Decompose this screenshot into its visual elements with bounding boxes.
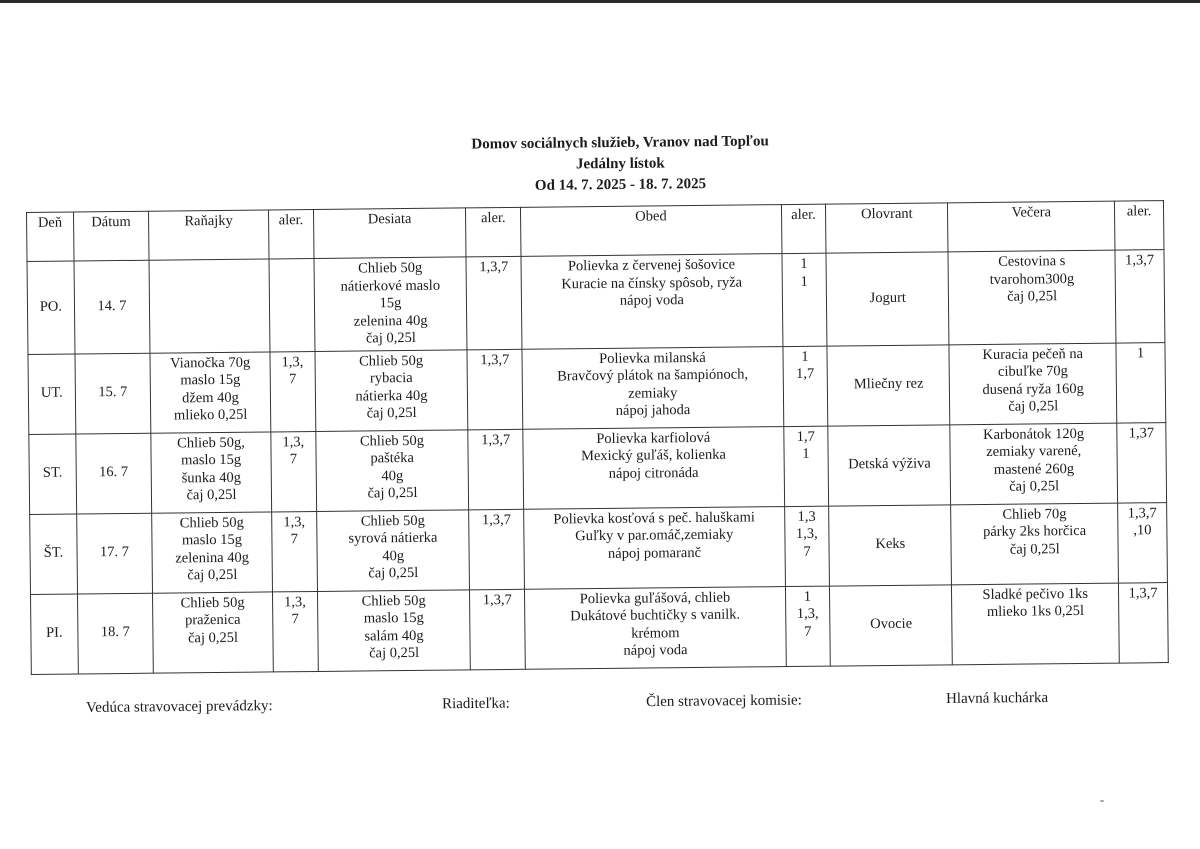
- lunch-allergens-cell-line: 1: [801, 348, 809, 365]
- lunch-cell-line: krémom: [631, 624, 680, 642]
- dinner-allergens-cell-line: 1,3,7: [1125, 252, 1155, 269]
- snack-cell-line: 15g: [379, 295, 402, 312]
- dinner-cell-line: zemiaky varené,: [986, 442, 1082, 460]
- dinner-cell-line: Chlieb 70g: [1002, 505, 1067, 523]
- snack-allergens-cell-line: 1,3,7: [479, 258, 509, 276]
- breakfast-cell-line: Vianočka 70g: [170, 354, 251, 371]
- dinner-cell-line: cibuľke 70g: [997, 363, 1068, 380]
- date-cell: 15. 7: [75, 353, 151, 434]
- breakfast-allergens-cell: [270, 351, 316, 431]
- breakfast-allergens-cell-line: 7: [289, 451, 298, 468]
- dinner-cell-line: Kuracia pečeň na: [982, 345, 1084, 363]
- column-header: Dátum: [73, 211, 149, 261]
- scan-speck: [1100, 800, 1104, 802]
- lunch-cell-line: nápoj citronáda: [608, 464, 699, 482]
- lunch-cell-line: Polievka z červenej šošovice: [567, 256, 736, 275]
- breakfast-cell-line: mlieko 0,25l: [173, 406, 248, 424]
- breakfast-cell-line: Chlieb 50g,: [177, 434, 245, 451]
- snack-cell-line: paštéka: [370, 449, 414, 467]
- breakfast-allergens-cell-line: 7: [290, 531, 299, 548]
- lunch-cell-line: Polievka guľášová, chlieb: [579, 589, 731, 607]
- column-header: aler.: [781, 204, 826, 253]
- snack-allergens-cell-line: 1,3,7: [480, 351, 510, 368]
- snack-allergens-cell-line: 1,3,7: [482, 591, 512, 608]
- date-cell: 16. 7: [76, 433, 152, 514]
- date-cell: 17. 7: [76, 513, 152, 594]
- lunch-cell-line: Polievka milanská: [599, 349, 706, 367]
- snack-cell-line: maslo 15g: [363, 609, 424, 627]
- column-header: Desiata: [313, 208, 466, 259]
- lunch-cell: [524, 506, 785, 589]
- dinner-allergens-cell: [1115, 250, 1165, 343]
- manager-signature-label: Vedúca stravovacej prevádzky:: [86, 698, 273, 716]
- lunch-cell: [525, 586, 786, 669]
- day-row: [30, 502, 1168, 594]
- snack-cell: [315, 349, 468, 431]
- dinner-cell-line: mlieko 1ks 0,25l: [986, 602, 1085, 620]
- lunch-allergens-cell: [783, 426, 829, 506]
- dinner-cell: [950, 423, 1118, 505]
- snack-cell-line: čaj 0,25l: [366, 404, 417, 422]
- snack-cell: [316, 429, 469, 511]
- lunch-cell-line: zemiaky: [628, 384, 678, 402]
- breakfast-allergens-cell-line: 1,3,: [281, 353, 304, 370]
- dinner-allergens-cell-line: 1: [1136, 344, 1145, 361]
- snack-cell-line: nátierka 40g: [355, 387, 428, 405]
- lunch-allergens-cell-line: 1: [800, 273, 808, 290]
- scan-top-edge: [0, 0, 1200, 3]
- snack-allergens-cell-line: 1,3,7: [481, 511, 512, 528]
- afternoon-snack-cell: Detská výživa: [828, 424, 951, 505]
- dinner-cell: [951, 503, 1119, 585]
- snack-allergens-cell: [469, 509, 525, 590]
- dinner-cell-line: párky 2ks horčica: [982, 522, 1087, 540]
- breakfast-allergens-cell: [273, 591, 319, 671]
- dinner-allergens-cell-line: ,10: [1133, 522, 1152, 539]
- dinner-cell-line: čaj 0,25l: [1009, 478, 1060, 495]
- lunch-cell: [522, 346, 783, 429]
- dinner-cell-line: mastené 260g: [993, 460, 1075, 478]
- lunch-allergens-cell-line: 1: [800, 255, 808, 272]
- dinner-cell: [949, 343, 1117, 425]
- date-cell: 18. 7: [77, 593, 153, 674]
- breakfast-cell-line: Chlieb 50g: [179, 514, 244, 531]
- breakfast-cell: [150, 351, 271, 432]
- lunch-cell-line: Dukátové buchtičky s vanilk.: [570, 606, 741, 625]
- snack-cell-line: Chlieb 50g: [359, 352, 424, 370]
- dinner-allergens-cell: [1119, 582, 1169, 663]
- signature-footer: [86, 688, 1186, 724]
- snack-cell-line: čaj 0,25l: [367, 484, 418, 502]
- day-cell: ŠT.: [30, 513, 78, 593]
- day-cell: UT.: [28, 353, 76, 433]
- lunch-cell-line: nápoj voda: [623, 642, 688, 659]
- afternoon-snack-cell: Ovocie: [830, 584, 953, 665]
- day-cell: PO.: [27, 261, 75, 354]
- lunch-cell: [523, 426, 784, 509]
- breakfast-cell: [153, 591, 274, 672]
- dinner-allergens-cell: [1117, 422, 1167, 503]
- snack-cell-line: Chlieb 50g: [360, 512, 425, 530]
- lunch-cell-line: nápoj voda: [619, 292, 684, 309]
- dinner-allergens-cell: [1116, 342, 1166, 423]
- dinner-allergens-cell-line: 1,37: [1128, 424, 1155, 441]
- lunch-cell-line: Guľky v par.omáč,zemiaky: [575, 526, 734, 545]
- lunch-cell: [521, 254, 782, 349]
- dinner-cell-line: dusená ryža 160g: [982, 380, 1084, 398]
- snack-cell-line: salám 40g: [364, 627, 424, 644]
- snack-cell: [316, 509, 469, 591]
- day-row: [27, 250, 1165, 354]
- snack-cell: [317, 589, 470, 671]
- lunch-cell-line: Polievka karfiolová: [596, 429, 711, 447]
- breakfast-allergens-cell: [269, 258, 315, 351]
- snack-allergens-cell: [470, 589, 526, 670]
- breakfast-allergens-cell-line: 7: [291, 611, 299, 628]
- breakfast-cell-line: maslo 15g: [181, 451, 242, 469]
- lunch-allergens-cell-line: 1,7: [796, 428, 815, 445]
- column-header: aler.: [1115, 201, 1164, 251]
- snack-cell-line: syrová nátierka: [348, 529, 438, 547]
- lunch-allergens-cell-line: 7: [803, 543, 811, 560]
- afternoon-snack-cell: Mliečny rez: [827, 344, 950, 425]
- snack-cell-line: 40g: [382, 547, 405, 564]
- dinner-allergens-cell: [1118, 502, 1168, 583]
- lunch-cell-line: nápoj jahoda: [615, 402, 691, 419]
- lunch-allergens-cell-line: 1,3,: [796, 605, 819, 622]
- breakfast-cell-line: zelenina 40g: [175, 549, 250, 566]
- column-header: aler.: [269, 209, 314, 258]
- breakfast-cell-line: čaj 0,25l: [187, 629, 239, 646]
- lunch-allergens-cell: [782, 253, 828, 346]
- dinner-cell: [948, 250, 1116, 344]
- breakfast-cell: [151, 431, 272, 512]
- snack-cell-line: čaj 0,25l: [369, 644, 420, 662]
- column-header: Raňajky: [149, 210, 270, 260]
- snack-cell: [314, 257, 468, 351]
- dinner-cell-line: Sladké pečivo 1ks: [982, 585, 1089, 603]
- snack-allergens-cell: [467, 349, 523, 430]
- breakfast-allergens-cell: [271, 431, 317, 511]
- breakfast-cell-line: šunka 40g: [181, 469, 242, 486]
- snack-cell-line: rybacia: [369, 369, 413, 387]
- lunch-allergens-cell-line: 1,3,: [795, 525, 818, 542]
- breakfast-allergens-cell-line: 1,3,: [283, 513, 306, 530]
- breakfast-cell-line: Chlieb 50g: [180, 594, 245, 611]
- breakfast-cell-line: praženica: [184, 611, 241, 629]
- snack-cell-line: čaj 0,25l: [365, 329, 416, 347]
- day-row: [29, 422, 1167, 514]
- lunch-allergens-cell-line: 1: [803, 588, 812, 605]
- column-header: Olovrant: [826, 203, 949, 253]
- breakfast-allergens-cell-line: 7: [288, 371, 297, 388]
- snack-allergens-cell-line: 1,3,7: [481, 431, 511, 448]
- lunch-allergens-cell-line: 7: [804, 623, 812, 640]
- menu-table: [26, 200, 1169, 674]
- date-cell: 14. 7: [74, 260, 150, 353]
- lunch-allergens-cell-line: 1,3: [797, 508, 816, 525]
- breakfast-allergens-cell: [272, 511, 318, 591]
- column-header: Obed: [521, 205, 782, 257]
- dinner-cell-line: tvarohom300g: [989, 270, 1075, 288]
- menu-sheet: [26, 200, 1169, 674]
- lunch-allergens-cell: [783, 346, 829, 426]
- snack-cell-line: zelenina 40g: [353, 312, 428, 330]
- cook-signature-label: Hlavná kuchárka: [945, 689, 1049, 707]
- lunch-cell-line: Mexický guľáš, kolienka: [580, 446, 726, 465]
- dinner-cell-line: Cestovina s: [998, 253, 1066, 270]
- lunch-allergens-cell-line: 1,7: [796, 365, 815, 382]
- day-cell: ST.: [29, 433, 77, 513]
- menu-title: Jedálny lístok: [575, 155, 665, 173]
- breakfast-cell-line: maslo 15g: [180, 371, 241, 389]
- lunch-cell-line: Kuracie na čínsky spôsob, ryža: [561, 274, 743, 292]
- day-cell: PI.: [31, 593, 79, 673]
- snack-cell-line: Chlieb 50g: [359, 432, 425, 450]
- snack-cell-line: Chlieb 50g: [361, 592, 426, 610]
- dinner-allergens-cell-line: 1,3,7: [1128, 584, 1158, 601]
- dinner-allergens-cell-line: 1,3,7: [1127, 504, 1157, 521]
- breakfast-cell: [149, 259, 270, 353]
- snack-allergens-cell: [468, 429, 524, 510]
- afternoon-snack-cell: Jogurt: [826, 252, 949, 346]
- day-row: [31, 582, 1169, 674]
- menu-period: Od 14. 7. 2025 - 18. 7. 2025: [534, 176, 707, 194]
- snack-cell-line: 40g: [381, 467, 404, 484]
- lunch-allergens-cell-line: 1: [802, 445, 810, 462]
- institution-name: Domov sociálnych služieb, Vranov nad Topľou: [471, 133, 769, 153]
- dinner-cell-line: čaj 0,25l: [1007, 288, 1058, 305]
- column-header: Deň: [27, 212, 74, 261]
- lunch-cell-line: nápoj pomaranč: [607, 544, 702, 562]
- lunch-cell-line: Bravčový plátok na šampiónoch,: [557, 366, 749, 385]
- lunch-allergens-cell: [785, 586, 831, 666]
- breakfast-cell-line: džem 40g: [182, 389, 239, 406]
- breakfast-cell-line: čaj 0,25l: [186, 486, 237, 504]
- dinner-cell-line: čaj 0,25l: [1008, 398, 1059, 415]
- director-signature-label: Riaditeľka:: [441, 695, 510, 713]
- snack-cell-line: Chlieb 50g: [358, 259, 423, 277]
- dinner-cell-line: Karbonátok 120g: [982, 425, 1085, 443]
- snack-cell-line: nátierkové maslo: [340, 277, 441, 295]
- day-row: [28, 342, 1166, 434]
- breakfast-allergens-cell-line: 1,3,: [282, 433, 305, 450]
- lunch-cell-line: Polievka kosťová s peč. haluškami: [553, 508, 755, 527]
- snack-allergens-cell: [466, 256, 522, 349]
- menu-rows: [27, 250, 1168, 674]
- breakfast-cell-line: čaj 0,25l: [187, 566, 238, 584]
- dinner-cell-line: čaj 0,25l: [1009, 540, 1060, 558]
- column-header: Večera: [948, 201, 1115, 252]
- lunch-allergens-cell: [784, 506, 830, 586]
- menu-header: [330, 130, 911, 199]
- breakfast-cell: [152, 511, 273, 592]
- afternoon-snack-cell: Keks: [829, 504, 952, 585]
- breakfast-allergens-cell-line: 1,3,: [284, 593, 306, 610]
- committee-signature-label: Člen stravovacej komisie:: [645, 692, 802, 711]
- snack-cell-line: čaj 0,25l: [368, 564, 419, 582]
- breakfast-cell-line: maslo 15g: [181, 531, 243, 549]
- column-header: aler.: [466, 207, 521, 257]
- dinner-cell: [952, 583, 1120, 665]
